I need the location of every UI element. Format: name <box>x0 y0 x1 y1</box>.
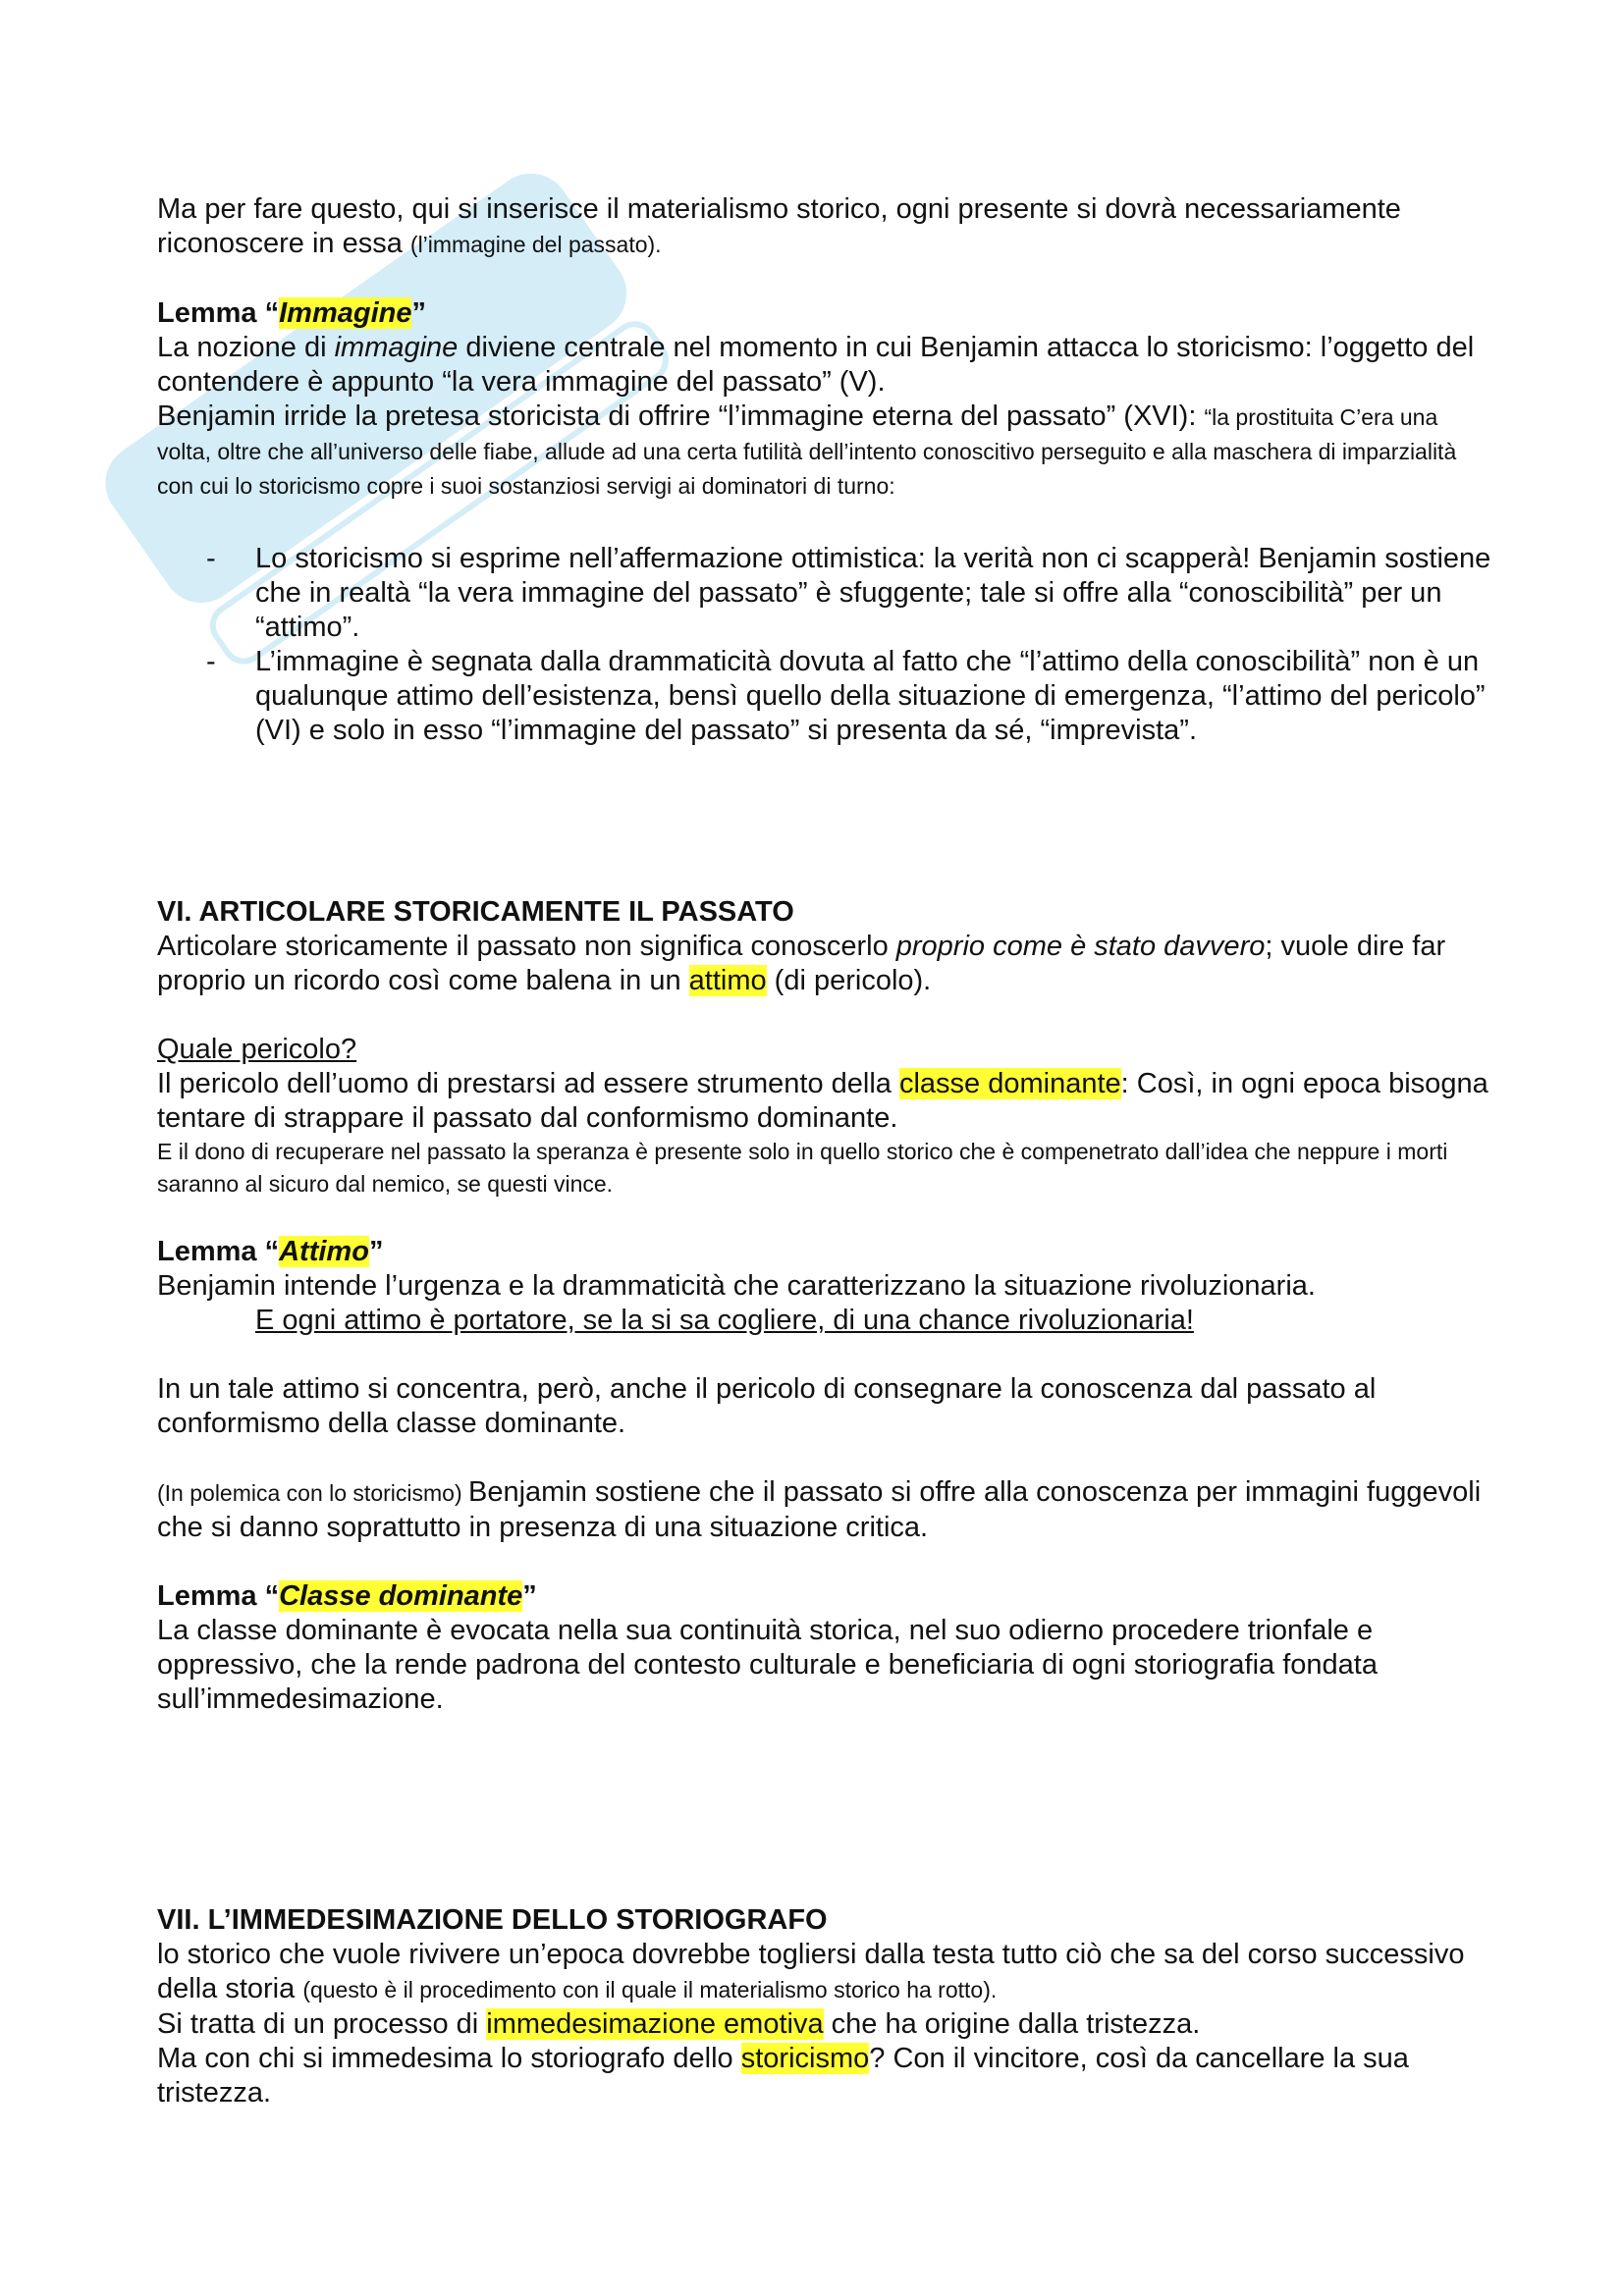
empathy-paragraph: Si tratta di un processo di immedesimazione emotiva che ha origine dalla tristezza. <box>157 2008 1201 2040</box>
list-item: - Lo storicismo si esprime nell’affermazione ottimistica: la verità non ci scapperà! Benjamin sostiene che in realtà “la vera immagine del passato” è sfuggente; tale si offre alla “conoscibilità” per un “attimo”. <box>206 543 1491 643</box>
lemma-attimo-underlined: E ogni attimo è portatore, se la si sa cogliere, di una chance rivoluzionaria! <box>255 1305 1194 1336</box>
document-body <box>157 192 1492 2110</box>
conformism-paragraph: In un tale attimo si concentra, però, anche il pericolo di consegnare la conoscenza dal passato al conformismo della classe dominante. <box>157 1373 1377 1439</box>
hope-paragraph: E il dono di recuperare nel passato la speranza è presente solo in quello storico che è compenetrato dall’idea che neppure i morti saranno al sicuro dal nemico, se questi vince. <box>157 1139 1448 1197</box>
polemic-paragraph: (In polemica con lo storicismo) Benjamin sostiene che il passato si offre alla conoscenza per immagini fuggevoli che si danno soprattutto in presenza di una situazione critica. <box>157 1476 1482 1543</box>
intro-paragraph: Ma per fare questo, qui si inserisce il materialismo storico, ogni presente si dovrà necessariamente riconoscere in essa (l’immagine del passato). <box>157 193 1401 259</box>
section-6-heading: VI. ARTICOLARE STORICAMENTE IL PASSATO <box>157 896 794 928</box>
section-7-paragraph: lo storico che vuole rivivere un’epoca dovrebbe togliersi dalla testa tutto ciò che sa del corso successivo della storia (questo è il procedimento con il quale il materialismo storico ha rotto). <box>157 1939 1465 2004</box>
lemma-attimo-paragraph: Benjamin intende l’urgenza e la drammaticità che caratterizzano la situazione rivoluzionaria. <box>157 1270 1316 1302</box>
lemma-classe-paragraph: La classe dominante è evocata nella sua continuità storica, nel suo odierno procedere trionfale e oppressivo, che la rende padrona del contesto culturale e beneficiaria di ogni storiografia fondata sull’immedesimazione. <box>157 1615 1378 1715</box>
question-line: Quale pericolo? <box>157 1034 357 1065</box>
lemma-immagine-quote: Benjamin irride la pretesa storicista di offrire “l’immagine eterna del passato” (XVI): “la prostituita C’era una volta, oltre che all’universo delle fiabe, allude ad una certa futilità dell’intento conoscitivo perseguito e alla maschera di imparzialità con cui lo storicismo copre i suoi sostanziosi servigi ai dominatori di turno: <box>157 400 1457 499</box>
lemma-immagine-paragraph: La nozione di immagine diviene centrale nel momento in cui Benjamin attacca lo storicismo: l’oggetto del contendere è appunto “la vera immagine del passato” (V). <box>157 332 1475 398</box>
section-6-paragraph: Articolare storicamente il passato non significa conoscerlo proprio come è stato davvero; vuole dire far proprio un ricordo così come balena in un attimo (di pericolo). <box>157 931 1446 996</box>
lemma-immagine-heading: Lemma “Immagine” <box>157 297 426 329</box>
lemma-attimo-heading: Lemma “Attimo” <box>157 1236 384 1267</box>
bullet-list <box>157 542 1492 748</box>
list-item: - L’immagine è segnata dalla drammaticità dovuta al fatto che “l’attimo della conoscibilità” non è un qualunque attimo dell’esistenza, bensì quello della situazione di emergenza, “l’attimo del pericolo” (VI) e solo in esso “l’immagine del passato” si presenta da sé, “imprevista”. <box>206 646 1486 746</box>
victor-paragraph: Ma con chi si immedesima lo storiografo dello storicismo? Con il vincitore, così da cancellare la sua tristezza. <box>157 2043 1409 2109</box>
danger-paragraph: Il pericolo dell’uomo di prestarsi ad essere strumento della classe dominante: Così, in ogni epoca bisogna tentare di strappare il passato dal conformismo dominante. <box>157 1068 1488 1134</box>
lemma-classe-heading: Lemma “Classe dominante” <box>157 1580 537 1612</box>
section-7-heading: VII. L’IMMEDESIMAZIONE DELLO STORIOGRAFO <box>157 1904 828 1936</box>
